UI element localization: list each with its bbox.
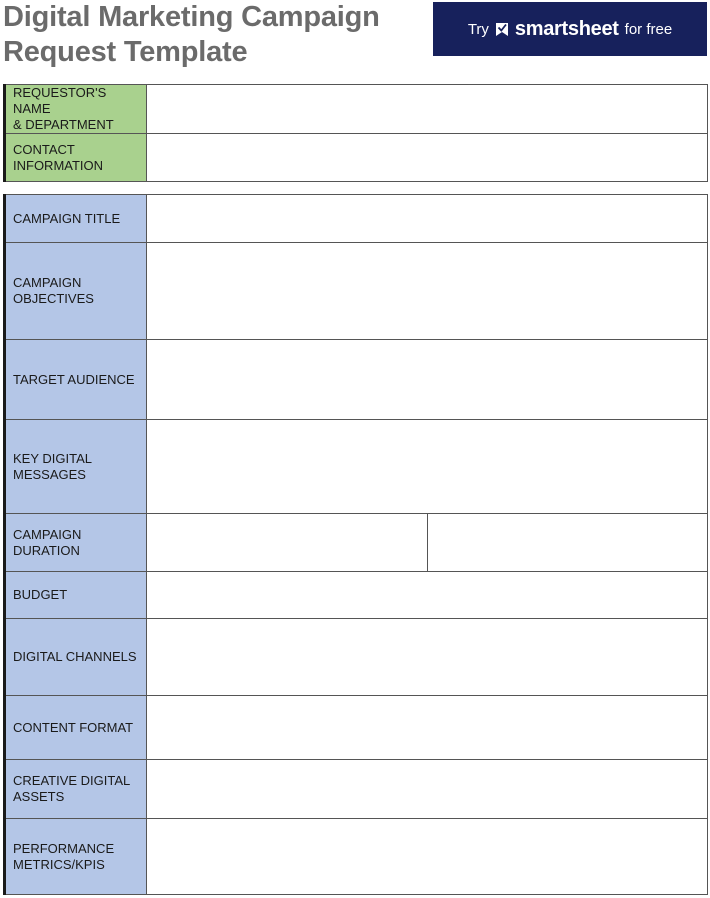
title-line-1: Digital Marketing Campaign: [3, 1, 380, 33]
performance-metrics-label: PERFORMANCE METRICS/KPIS: [5, 819, 147, 895]
table-row: [5, 85, 708, 134]
table-row: [5, 696, 708, 760]
campaign-table: [3, 194, 708, 895]
creative-digital-assets-field[interactable]: [147, 760, 708, 819]
campaign-objectives-field[interactable]: [147, 243, 708, 340]
digital-channels-label: DIGITAL CHANNELS: [5, 619, 147, 696]
banner-brand: smartsheet: [514, 17, 619, 40]
campaign-objectives-label: CAMPAIGN OBJECTIVES: [5, 243, 147, 340]
table-row: [5, 619, 708, 696]
page-title: [3, 0, 423, 70]
requestor-name-field[interactable]: [147, 85, 708, 134]
try-smartsheet-banner[interactable]: [433, 2, 707, 56]
table-row: [5, 819, 708, 895]
table-row: [5, 514, 708, 572]
content-format-label: CONTENT FORMAT: [5, 696, 147, 760]
creative-digital-assets-label: CREATIVE DIGITAL ASSETS: [5, 760, 147, 819]
campaign-duration-label: CAMPAIGN DURATION: [5, 514, 147, 572]
campaign-duration-start-field[interactable]: [147, 514, 428, 572]
digital-channels-field[interactable]: [147, 619, 708, 696]
table-row: [5, 760, 708, 819]
budget-label: BUDGET: [5, 572, 147, 619]
key-digital-messages-label: KEY DIGITAL MESSAGES: [5, 420, 147, 514]
table-row: [5, 420, 708, 514]
table-row: [5, 134, 708, 182]
contact-information-field[interactable]: [147, 134, 708, 182]
campaign-title-field[interactable]: [147, 195, 708, 243]
smartsheet-check-icon: [495, 21, 509, 38]
table-row: [5, 195, 708, 243]
banner-try-text: Try: [467, 20, 489, 38]
campaign-duration-end-field[interactable]: [427, 514, 708, 572]
title-line-2: Request Template: [3, 36, 248, 68]
banner-free-text: for free: [624, 20, 673, 38]
budget-field[interactable]: [147, 572, 708, 619]
content-format-field[interactable]: [147, 696, 708, 760]
contact-information-label: CONTACT INFORMATION: [5, 134, 147, 182]
campaign-title-label: CAMPAIGN TITLE: [5, 195, 147, 243]
table-row: [5, 243, 708, 340]
key-digital-messages-field[interactable]: [147, 420, 708, 514]
target-audience-field[interactable]: [147, 340, 708, 420]
table-row: [5, 340, 708, 420]
performance-metrics-field[interactable]: [147, 819, 708, 895]
table-row: [5, 572, 708, 619]
requestor-name-label: REQUESTOR'S NAME & DEPARTMENT: [5, 85, 147, 134]
target-audience-label: TARGET AUDIENCE: [5, 340, 147, 420]
requestor-table: [3, 84, 708, 182]
